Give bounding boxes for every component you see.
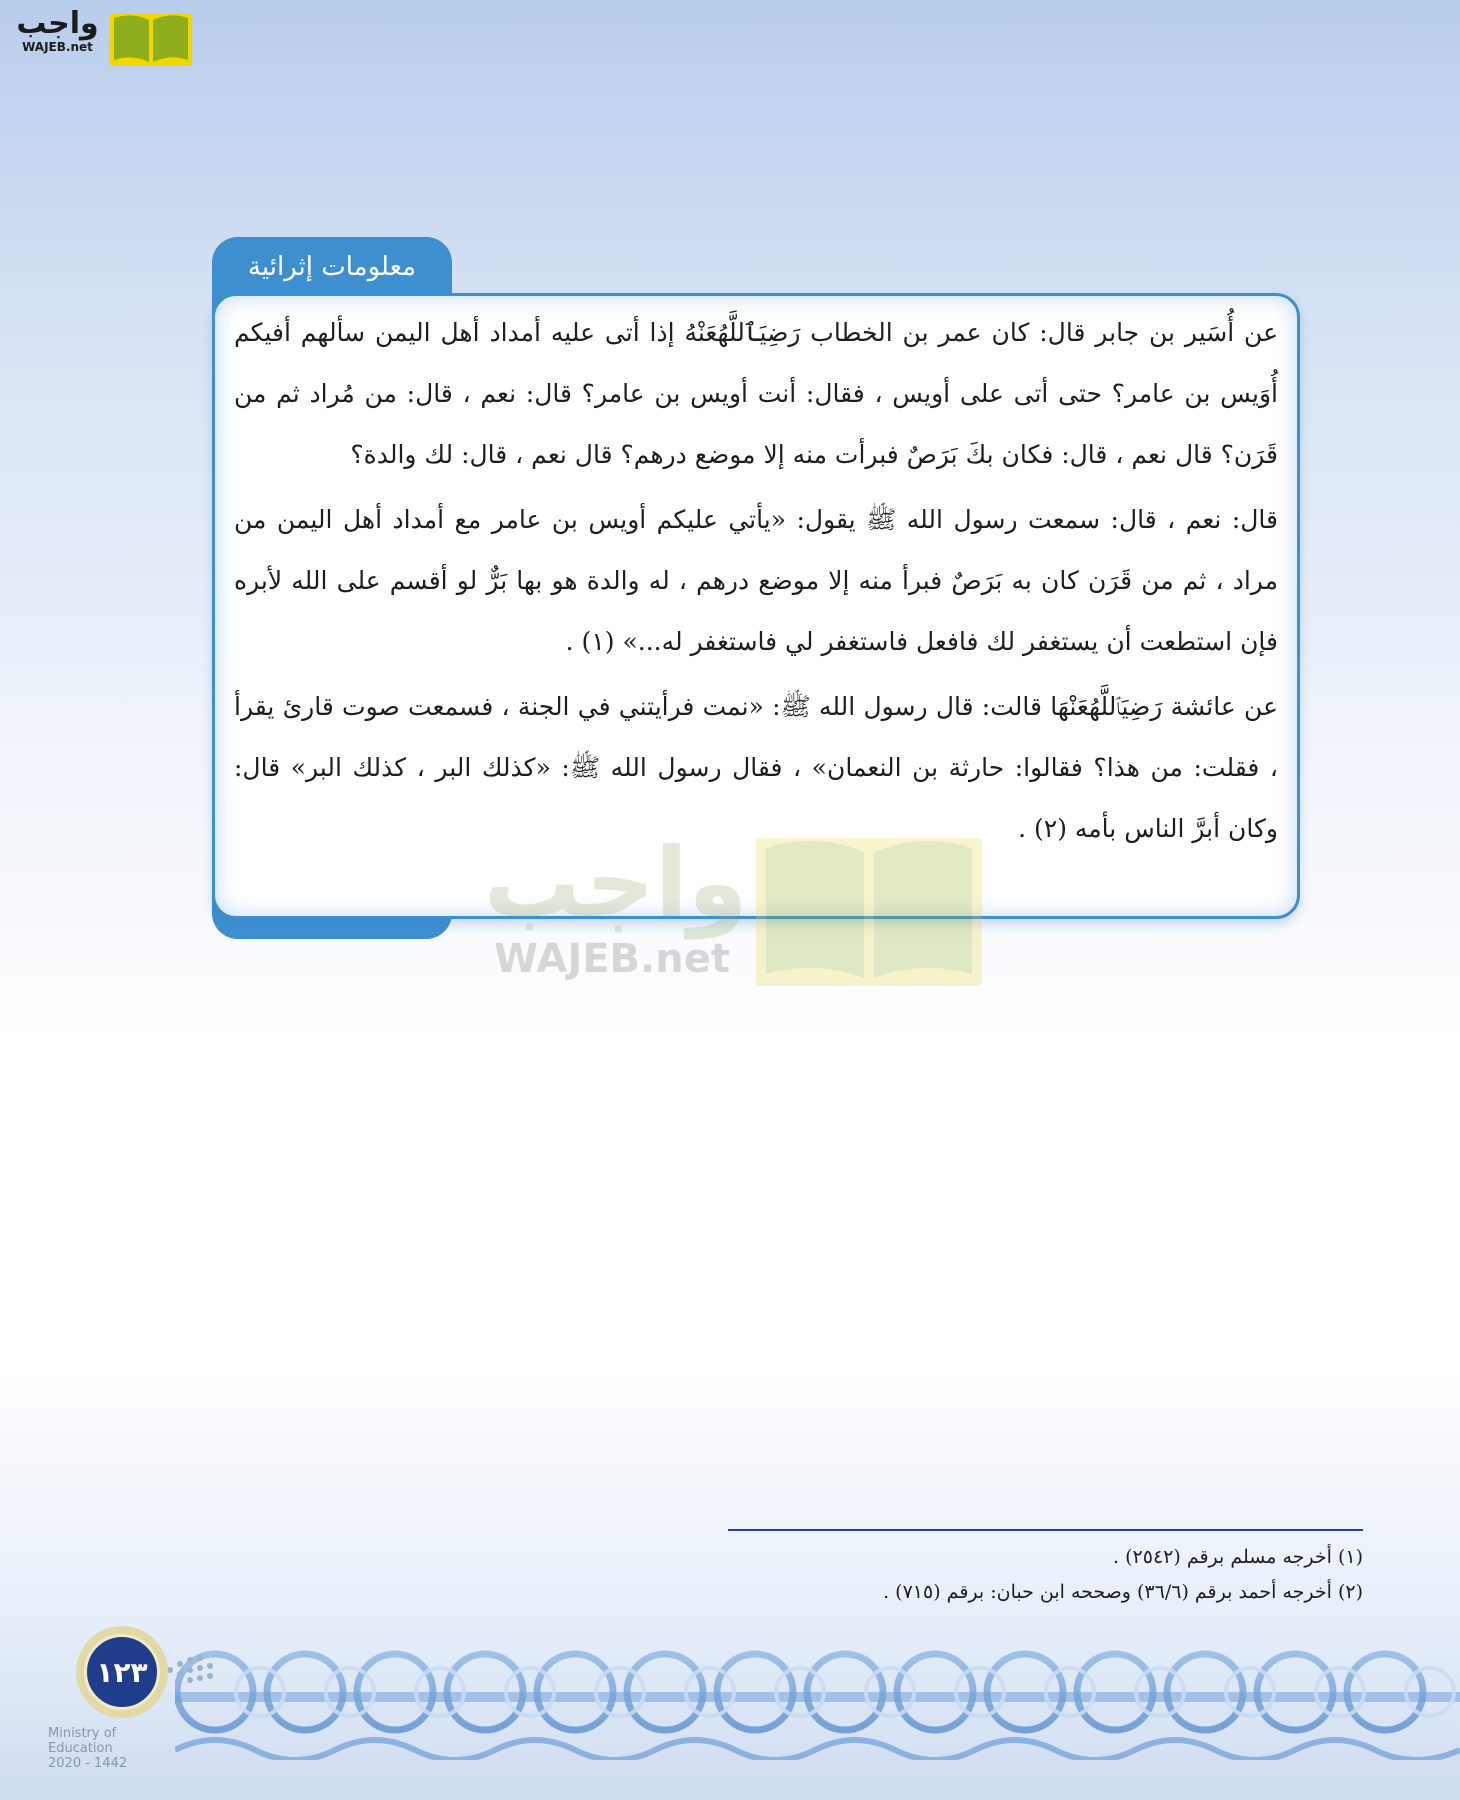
info-box-content xyxy=(234,302,1278,863)
info-box-tab xyxy=(212,237,452,297)
info-box-title: معلومات إثرائية xyxy=(247,252,417,282)
watermark-arabic-text: واجب xyxy=(484,827,748,939)
logo-arabic-text: واجب xyxy=(16,6,99,41)
ministry-dots-logo xyxy=(160,1640,220,1700)
logo-text xyxy=(10,6,105,54)
footnotes xyxy=(728,1540,1363,1610)
logo-english-text: WAJEB.net xyxy=(22,40,93,54)
watermark-english-text: WAJEB.net xyxy=(494,936,730,982)
footnote-divider xyxy=(728,1529,1363,1531)
page-number-circle xyxy=(84,1634,160,1710)
page-number: ١٢٣ xyxy=(96,1655,148,1689)
page-number-badge xyxy=(76,1626,168,1718)
ministry-name: Ministry of Education xyxy=(48,1726,117,1756)
decorative-border xyxy=(175,1630,1460,1760)
ministry-year: 2020 - 1442 xyxy=(48,1756,128,1771)
book-icon xyxy=(108,8,194,68)
wajeb-logo[interactable] xyxy=(10,6,190,66)
footnote-1: (١) أخرجه مسلم برقم (٢٥٤٢) . xyxy=(1113,1546,1363,1568)
footnote-2: (٢) أخرجه أحمد برقم (٣٦/٦) وصححه ابن حبان: برقم (٧١٥) . xyxy=(883,1581,1363,1603)
info-paragraph-1: عن أُسَير بن جابر قال: كان عمر بن الخطاب رَضِيَٱللَّهُعَنْهُ إذا أتى عليه أمداد أهل اليمن سألهم أفيكم أُوَيس بن عامر؟ حتى أتى على أويس ، فقال: أنت أويس بن عامر؟ قال: نعم ، قال: من مُراد ثم من قَرَن؟ قال نعم ، قال: فكان بكَ بَرَصٌ فبرأت منه إلا موضع درهم؟ قال نعم ، قال: لك والدة؟ xyxy=(234,318,1278,469)
info-paragraph-3: عن عائشة رَضِيَٱللَّهُعَنْهَا قالت: قال رسول الله ﷺ: «نمت فرأيتني في الجنة ، فسمعت صوت قارئ يقرأ ، فقلت: من هذا؟ فقالوا: حارثة بن النعمان» ، فقال رسول الله ﷺ: «كذلك البر ، كذلك البر» قال: وكان أبرَّ الناس بأمه (٢) . xyxy=(234,692,1278,843)
info-paragraph-2: قال: نعم ، قال: سمعت رسول الله ﷺ يقول: «يأتي عليكم أويس بن عامر مع أمداد أهل اليمن من مراد ، ثم من قَرَن كان به بَرَصٌ فبرأ منه إلا موضع درهم ، له والدة هو بها بَرٌّ لو أقسم على الله لأبره فإن استطعت أن يستغفر لك فافعل فاستغفر لي فاستغفر له...» (١) . xyxy=(234,505,1278,656)
ministry-label xyxy=(48,1726,168,1771)
